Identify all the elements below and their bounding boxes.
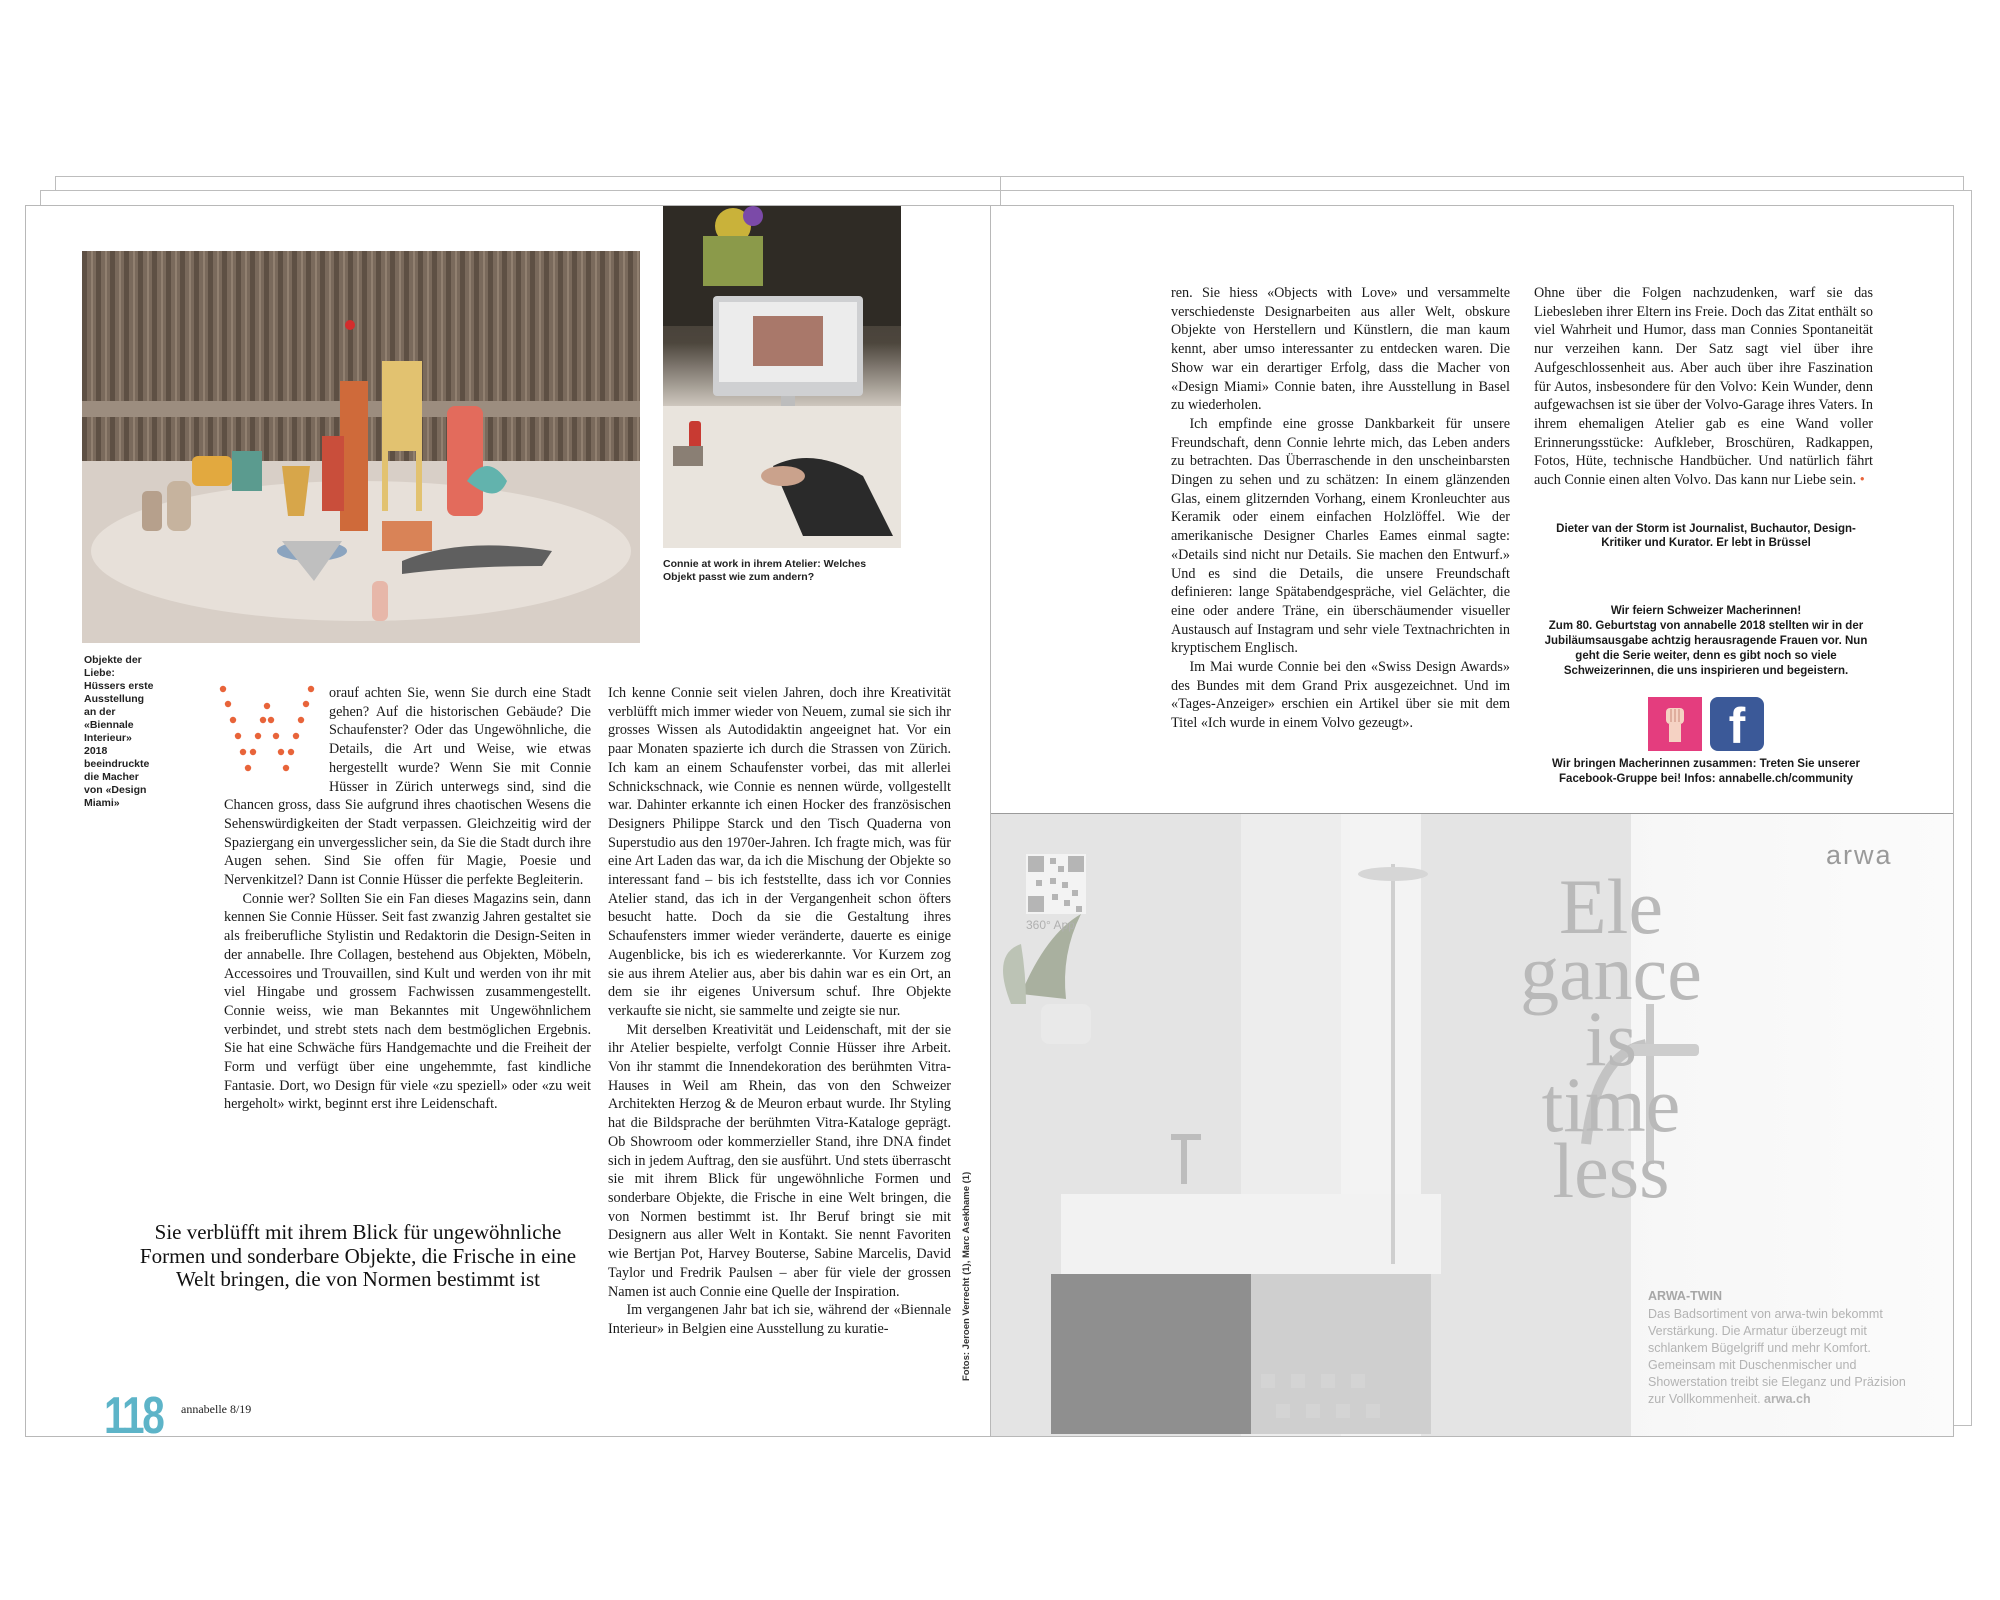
pull-quote: Sie verblüfft mit ihrem Blick für ungewöhnliche Formen und sonderbare Objekte, die Frische in eine Welt bringen, die von Normen bestimmt ist	[139, 1220, 577, 1291]
promo-text: Zum 80. Geburtstag von annabelle 2018 stellten wir in der Jubiläumsausgabe achtzig herausragende Frauen vor. Nun geht die Serie weiter, denn es gibt noch so viele Schweizerinnen, die uns inspirieren und begeistern.	[1544, 620, 1868, 677]
col4-paragraph-1	[1534, 284, 1873, 490]
fist-glyph	[1660, 704, 1690, 744]
dropcap-space	[224, 684, 329, 780]
col1-paragraph-1	[224, 684, 591, 890]
col3-paragraph-3: Im Mai wurde Connie bei den «Swiss Design Awards» des Bundes mit dem Grand Prix ausgezeichnet. Und im «Tages-Anzeiger» erschien ein Artikel über sie mit dem Titel «Ich wurde in einem Volvo gezeugt».	[1171, 659, 1510, 732]
qr-code-icon[interactable]	[1026, 854, 1086, 914]
arwa-logo: arwa	[1826, 840, 1893, 870]
ad-headline-line-1: Ele	[1559, 863, 1663, 950]
end-mark: •	[1859, 472, 1865, 489]
qr-label: 360° App	[1026, 918, 1075, 932]
ad-body-text: Das Badsortiment von arwa-twin bekommt Verstärkung. Die Armatur überzeugt mit schlankem Bügelgriff und mehr Komfort. Gemeinsam mit Duschenmischer und Showerstation treibt sie Eleganz und Präzision zur Vollkommenheit.	[1648, 1307, 1906, 1406]
col3-paragraph-1: ren. Sie hiess «Objects with Love» und versammelte verschiedenste Designarbeiten aus aller Welt, obskure Objekte von Herstellern und Künstlern, die man kaum kennt, aber umso interessanter zu entdecken waren. Die Show war ein derartiger Erfolg, dass die Macher von «Design Miami» Connie baten, ihre Ausstellung in Basel zu wiederholen.	[1171, 285, 1510, 414]
col2-paragraph-3: Im vergangenen Jahr bat ich sie, während der «Biennale Interieur» in Belgien eine Ausstellung zu kuratie-	[608, 1302, 951, 1337]
promo-title: Wir feiern Schweizer Macherinnen!	[1610, 605, 1802, 617]
ad-headline	[1491, 863, 1731, 1214]
page-number: 118	[104, 1387, 163, 1437]
ad-product-name: ARWA-TWIN	[1648, 1289, 1723, 1303]
atelier-photo	[663, 206, 901, 548]
col1-paragraph-1-text: orauf achten Sie, wenn Sie durch eine Stadt gehen? Auf die historischen Gebäude? Die Schaufenster? Oder das Ungewöhnliche, die Details, die Art und Weise, wie etwas hergestellt wurde? Wenn Sie mit Connie Hüsser in Zürich unterwegs sind, sind die Chancen gross, dass Sie aufgrund ihres chaotischen Wesens die Sehenswürdigkeiten der Stadt verpassen. Gleichzeitig wird der Spaziergang ein unvergesslicher sein, da Sie die Stadt durch ihre Augen sehen. Sind Sie offen für Magie, Poesie und Nervenkitzel? Dann ist Connie Hüsser die perfekte Begleiterin.	[224, 685, 591, 889]
ad-headline-line-2: gance	[1520, 929, 1702, 1016]
exhibition-photo	[82, 251, 640, 643]
exhibition-objects-illustration	[82, 251, 640, 643]
ad-headline-line-5: less	[1552, 1127, 1670, 1214]
ad-headline-line-4: time	[1541, 1061, 1681, 1148]
atelier-photo-caption: Connie at work in ihrem Atelier: Welches Objekt passt wie zum andern?	[663, 558, 867, 583]
promo-box	[1536, 604, 1876, 787]
photo-credit: Fotos: Jeroen Verrecht (1), Marc Asekhame (1)	[961, 1171, 972, 1381]
raised-fist-icon[interactable]	[1648, 697, 1702, 751]
main-photo-caption: Objekte der Liebe: Hüssers erste Ausstellung an der «Biennale Interieur» 2018 beeindruckte die Macher von «Design Miami»	[84, 654, 154, 809]
ad-url[interactable]: arwa.ch	[1764, 1392, 1811, 1406]
left-page	[25, 205, 994, 1437]
col1-paragraph-2: Connie wer? Sollten Sie ein Fan dieses Magazins sein, dann kennen Sie Connie Hüsser. Seit fast zwanzig Jahren gestaltet sie als freiberufliche Stylistin und Redaktorin die Design-Seiten in der annabelle. Ihre Collagen, bestehend aus Objekten, Möbeln, Accessoires und Trouvaillen, sind Kult und werden von ihr mit viel Hingabe und grossem Fachwissen zusammengestellt. Connie weiss, wie man Bekanntes mit Ungewöhnlichem verbindet, und strebt stets nach dem bestmöglichen Ergebnis. Sie hat eine Schwäche fürs Handgemachte und die Freiheit der Form und verfügt über eine ungehemmte, fast kindliche Fantasie. Dort, wo Design für viele «zu speziell» oder «zu weit hergeholt» wirkt, beginnt erst ihre Leidenschaft.	[224, 890, 591, 1113]
col4-paragraph-1-text: Ohne über die Folgen nachzudenken, warf sie das Liebesleben ihrer Eltern ins Freie. Doch das Zitat enthält so viel Wahrheit und Humor, dass man Connies Spontaneität nur verzeihen kann. Der Satz sagt viel über ihre Aufgeschlossenheit aus. Aber auch über ihre Faszination für Autos, insbesondere für den Volvo: Kein Wunder, denn aufgewachsen ist sie über der Volvo-Garage ihres Vaters. In ihrem ehemaligen Atelier gab es eine Wand voller Erinnerungsstücke: Aufkleber, Broschüren, Radkappen, Fotos, Hüte, technische Handbücher. Und natürlich fährt auch Connie einen alten Volvo. Das kann nur Liebe sein.	[1534, 285, 1873, 489]
col2-paragraph-1: Ich kenne Connie seit vielen Jahren, doch ihre Kreativität verblüfft mich immer wieder von Neuem, zumal sie sich ihr grosses Wissen als Autodidaktin angeeignet hat. Vor ein paar Monaten spazierte ich durch die Strassen von Zürich. Ich kam an einem Schaufenster vorbei, das mit allerlei Schnickschnack, wie Connie es nennen würde, vollgestellt war. Dahinter erkannte ich einen Hocker des französischen Designers Philippe Starck und den Tisch Quaderna von Superstudio aus den 1970er-Jahren. Ich fragte mich, was für eine Art Laden das war, da ich die Mischung der Objekte so interessant fand – bis ich feststellte, dass ich vor Connies Atelier stand, das ich in der Vergangenheit schon öfters besucht hatte. Doch da sie die Gestaltung ihres Schaufensters immer wieder veränderte, dauerte es einige Augenblicke, bis ich es wiedererkannte. Vor Kurzem zog sie aus ihrem Atelier aus, aber bis dahin war es ein Ort, an dem sie ihr eigenes Universum schuf. Ihre Objekte verkaufte sie nicht, sie sammelte und zeigte sie nur.	[608, 685, 951, 1019]
promo-cta[interactable]: Wir bringen Macherinnen zusammen: Treten Sie unserer Facebook-Gruppe bei! Infos: annabelle.ch/community	[1552, 758, 1860, 785]
ad-headline-line-3: is	[1584, 995, 1638, 1082]
right-page	[990, 205, 1954, 1437]
facebook-icon[interactable]: f	[1710, 697, 1764, 751]
col2-paragraph-2: Mit derselben Kreativität und Leidenschaft, mit der sie ihr Atelier bespielte, verfolgt Connie Hüsser ihre Arbeit. Von ihr stammt die Innendekoration des berühmten Vitra-Hauses in Weil am Rhein, das von den Schweizer Architekten Herzog & de Meuron erbaut wurde. Ihr Styling hat die Bildsprache der berühmten Vitra-Kataloge geprägt. Ob Showroom oder kommerzieller Stand, ihre DNA findet sich in jedem Auftrag, den sie ausführt. Und stets überrascht sie mit ihrem Blick für ungewöhnliche Formen und sonderbare Objekte, die Frische in eine Welt bringen, die von Normen bestimmt ist. Ihr Beruf bringt sie mit Designern aus aller Welt in Kontakt. Sie nennt Favoriten wie Bertjan Pot, Harvey Bouterse, Sabine Marcelis, David Taylor und Fredrik Paulsen – aber für viele der grossen Namen ist auch Connie eine Quelle der Inspiration.	[608, 1021, 951, 1300]
article-column-2	[608, 684, 951, 1339]
col3-paragraph-2: Ich empfinde eine grosse Dankbarkeit für unsere Freundschaft, denn Connie lehrte mich, das Leben anders zu betrachten. Das Überraschende in den unscheinbarsten Dingen zu sehen und zu schätzen: In einem glänzenden Glas, einem glitzernden Vorhang, einem Kronleuchter aus Keramik oder einem einfachen Holzlöffel. Wie der amerikanische Designer Charles Eames einmal sagte: «Details sind nicht nur Details. Sie machen den Entwurf.» Und es sind die Details, die unsere Freundschaft definieren: lange Spätabendgespräche, viel Gelächter, die eine oder andere Träne, ein überschäumender visueller Austausch auf Instagram und sehr viele Textnachrichten in kryptischem Englisch.	[1171, 415, 1510, 657]
article-column-1	[224, 684, 591, 1114]
ad-body	[1648, 1306, 1923, 1408]
article-column-4	[1534, 284, 1873, 490]
article-column-3	[1171, 284, 1510, 733]
issue-label: annabelle 8/19	[181, 1402, 252, 1416]
atelier-illustration	[663, 206, 901, 548]
author-bio: Dieter van der Storm ist Journalist, Buchautor, Design-Kritiker und Kurator. Er lebt in Brüssel	[1556, 523, 1856, 549]
promo-icons	[1536, 697, 1876, 754]
arwa-ad[interactable]	[991, 814, 1953, 1436]
